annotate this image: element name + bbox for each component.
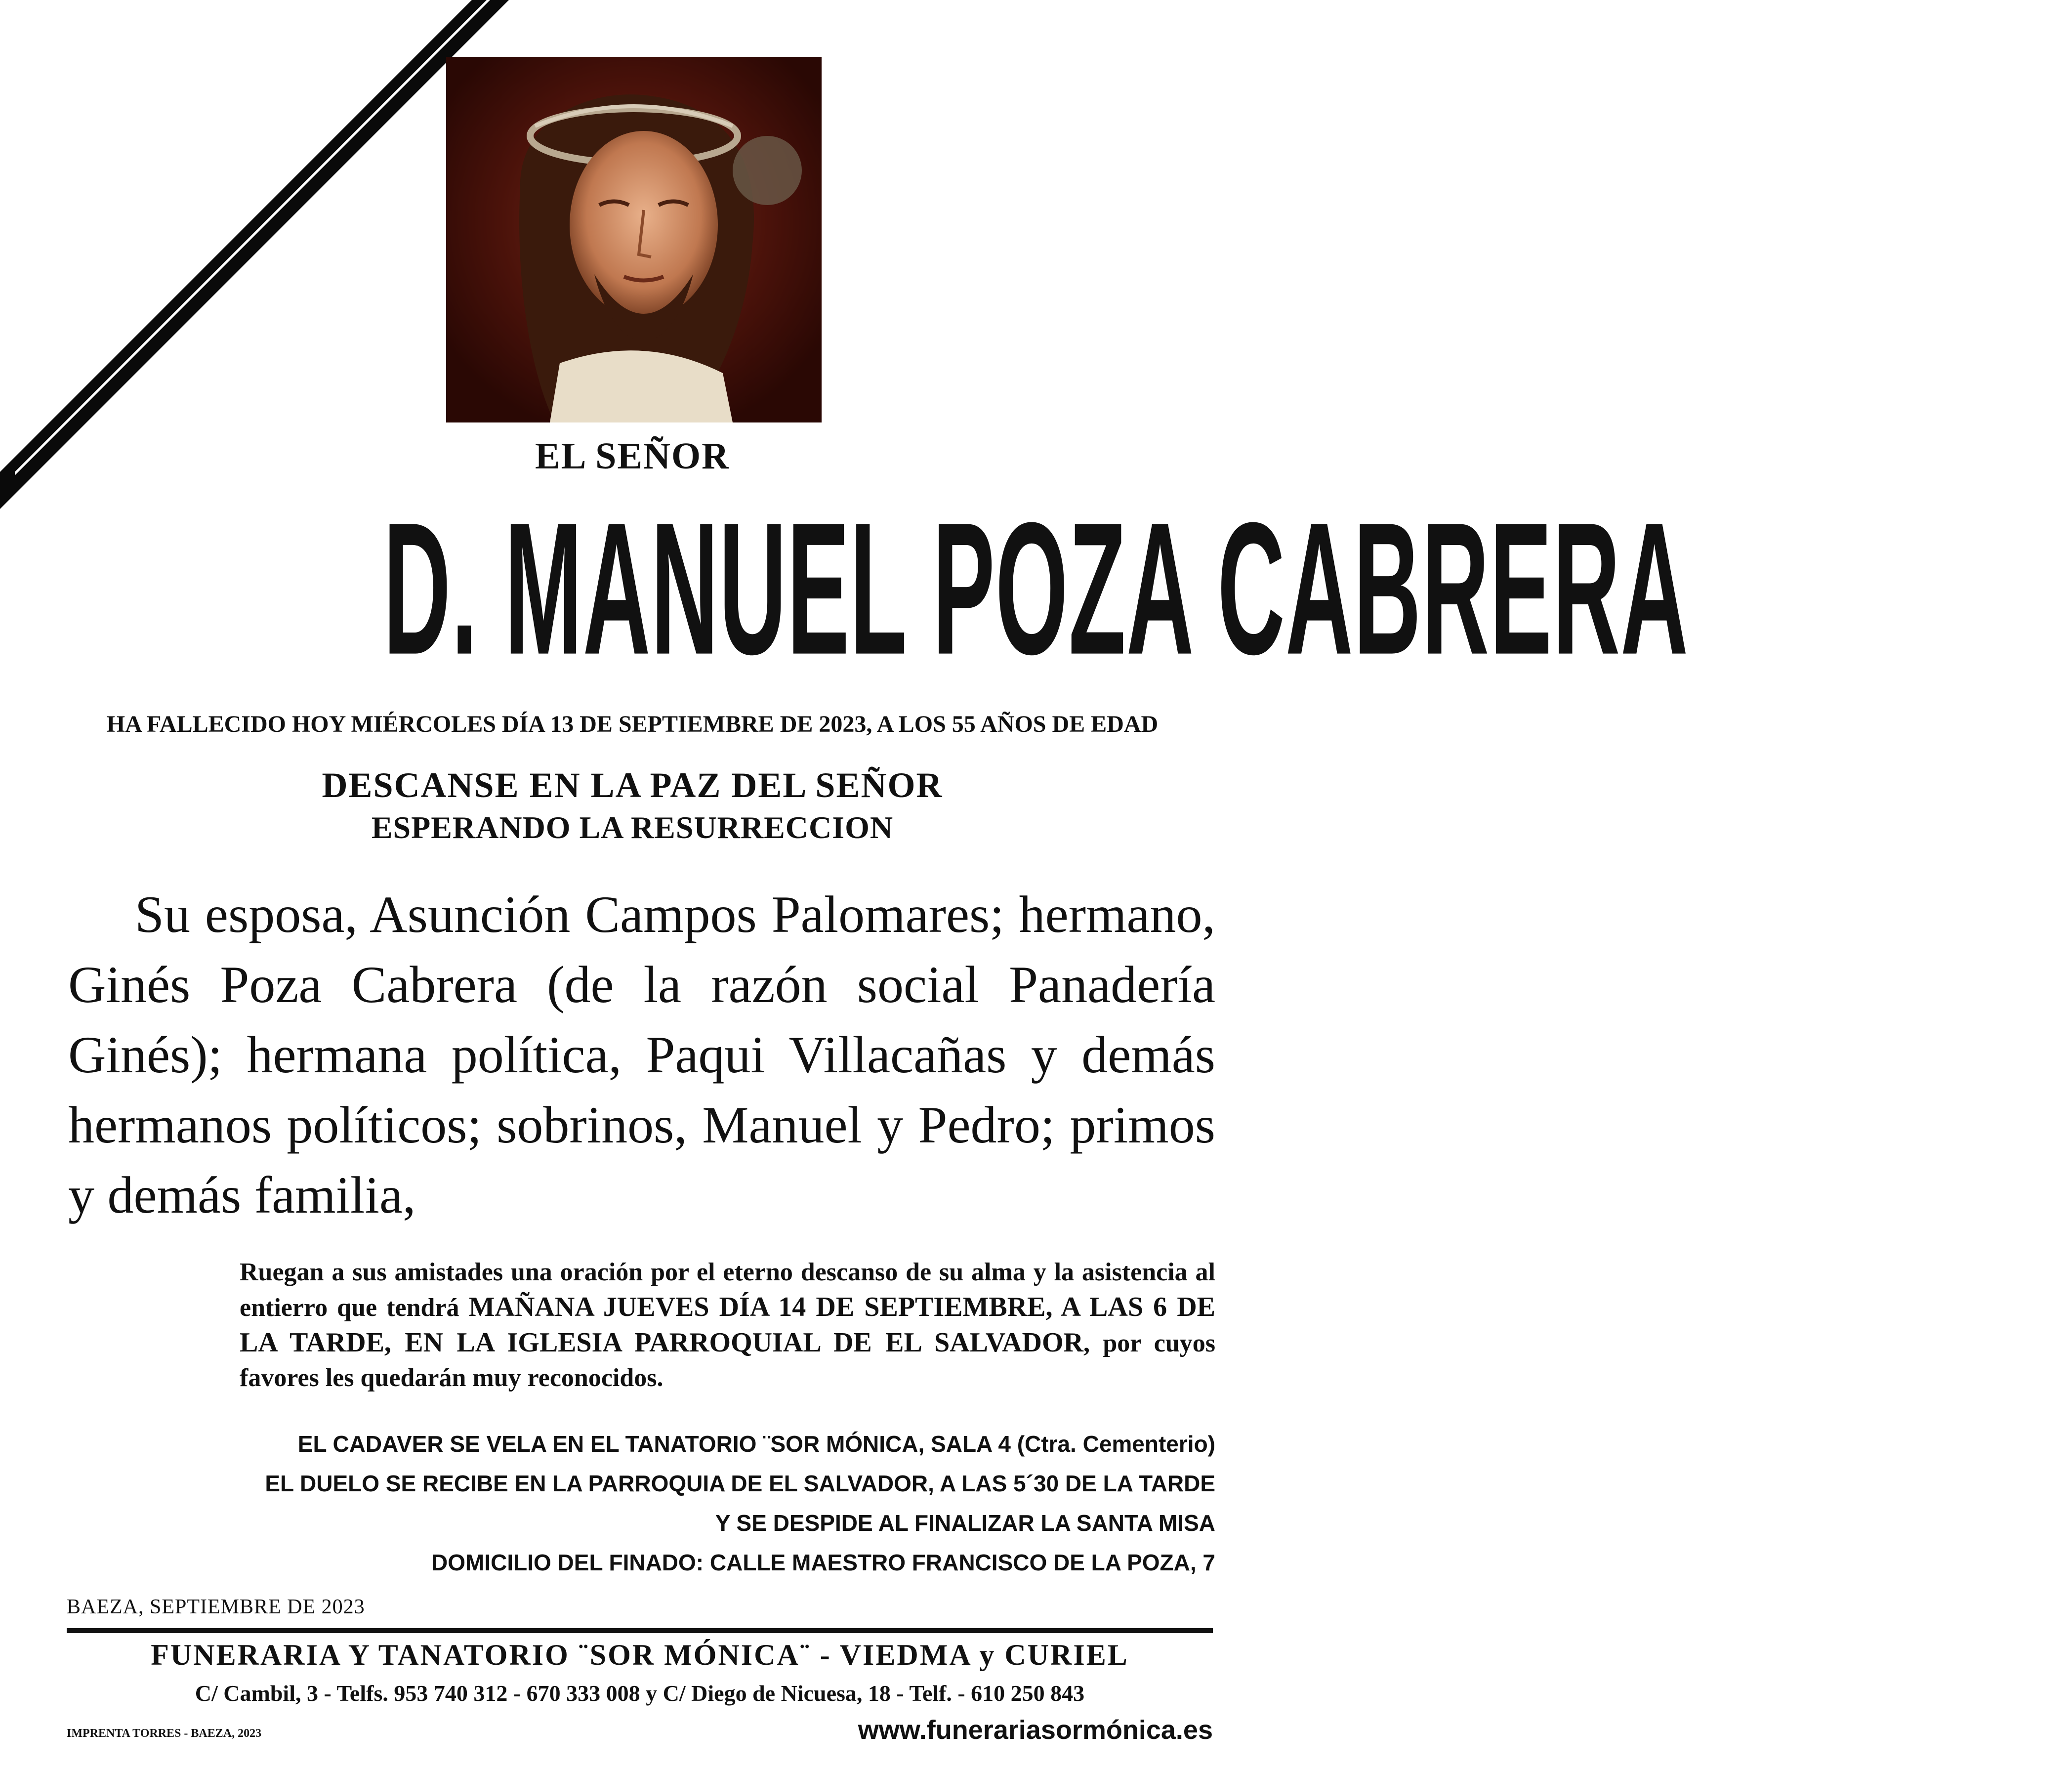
printer-credit: IMPRENTA TORRES - BAEZA, 2023 — [67, 1727, 262, 1740]
company-name: FUNERARIA Y TANATORIO ¨SOR MÓNICA¨ - VIEDMA y CURIEL — [151, 1639, 1129, 1671]
prayer-closing: , por cuyos favores les quedarán muy reconocidos. — [240, 1329, 1216, 1392]
info-line-wake: EL CADAVER SE VELA EN EL TANATORIO ¨SOR MÓNICA, SALA 4 (Ctra. Cementerio) — [297, 1431, 1215, 1457]
rest-in-peace-line: DESCANSE EN LA PAZ DEL SEÑOR — [322, 765, 943, 805]
honorific-title: EL SEÑOR — [535, 435, 730, 477]
death-notice: HA FALLECIDO HOY MIÉRCOLES DÍA 13 DE SEPTIEMBRE DE 2023, A LOS 55 AÑOS DE EDAD — [106, 711, 1159, 737]
info-line-address: DOMICILIO DEL FINADO: CALLE MAESTRO FRANCISCO DE LA POZA, 7 — [431, 1550, 1215, 1575]
place-date: BAEZA, SEPTIEMBRE DE 2023 — [67, 1596, 365, 1618]
website-link[interactable]: www.funerariasormónica.es — [858, 1715, 1213, 1745]
company-address: C/ Cambil, 3 - Telfs. 953 740 312 - 670 333 008 y C/ Diego de Nicuesa, 18 - Telf. - 610 250 843 — [195, 1681, 1085, 1706]
prayer-intro: Ruegan a sus amistades una oración por el eterno descanso de su alma y la asistencia al entierro que tendrá — [240, 1258, 1215, 1322]
prayer-paragraph — [240, 1255, 1215, 1395]
info-line-mourning: EL DUELO SE RECIBE EN LA PARROQUIA DE EL SALVADOR, A LAS 5´30 DE LA TARDE — [265, 1471, 1215, 1496]
resurrection-line: ESPERANDO LA RESURRECCION — [371, 810, 894, 845]
deceased-name-text: D. MANUEL POZA CABRERA — [383, 483, 1689, 694]
footer-divider — [67, 1628, 1213, 1633]
deceased-name — [0, 483, 1689, 702]
info-line-farewell: Y SE DESPIDE AL FINALIZAR LA SANTA MISA — [715, 1510, 1215, 1536]
portrait-image — [446, 57, 822, 422]
family-paragraph: Su esposa, Asunción Campos Palomares; hermano, Ginés Poza Cabrera (de la razón social Panadería Ginés); hermana política, Paqui Villacañas y demás hermanos políticos; sobrinos, Manuel y Pedro; primos y demás familia, — [68, 886, 1215, 1224]
funeral-event: MAÑANA JUEVES DÍA 14 DE SEPTIEMBRE, A LAS 6 DE LA TARDE, EN LA IGLESIA PARROQUIAL DE EL SALVADOR — [240, 1292, 1215, 1358]
